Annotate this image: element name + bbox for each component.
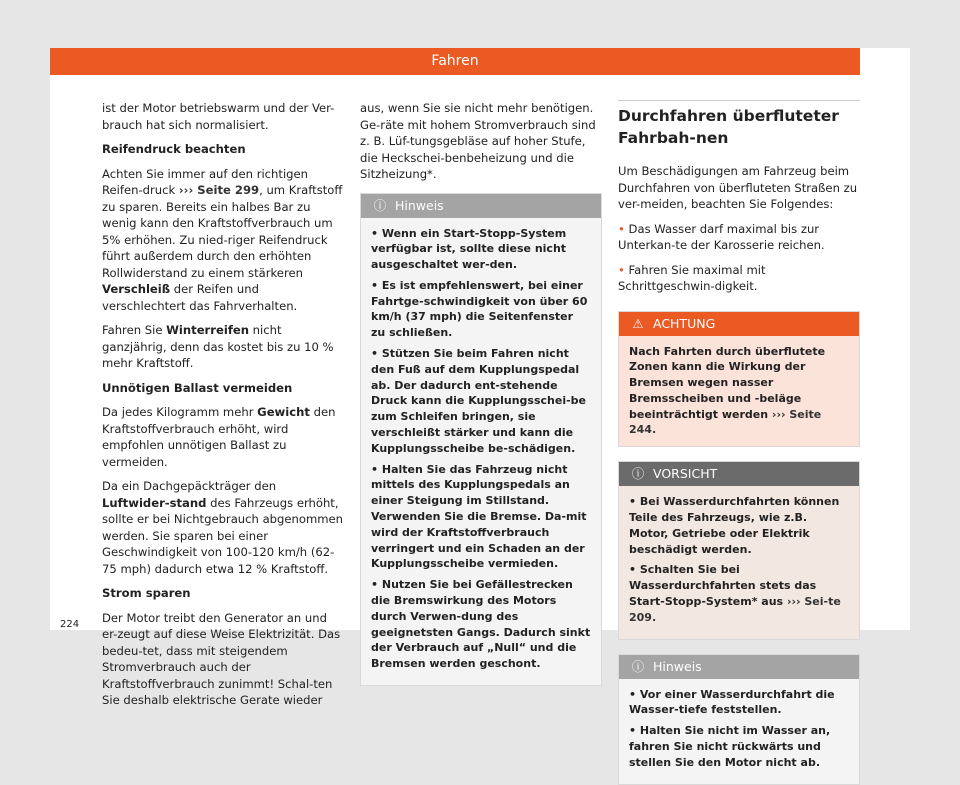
paragraph-roof-rack: Da ein Dachgepäckträger den Luftwider-stand des Fahrzeugs erhöht, sollte er bei Nichtgebrauch abgenommen werden. Sie sparen bei einer Geschwindigkeit von 100-120 km/h (62-75 mph) dadurch etwa 12 % Kraftstoff. [102, 479, 344, 576]
list-item: • Nutzen Sie bei Gefällestrecken die Bremswirkung des Motors durch Verwen-dung des geeignetsten Gangs. Dadurch sinkt der Verbrauch auf „Null“ und die Bremsen werden geschont. [371, 578, 591, 671]
page-reference[interactable]: ››› Seite 244. [629, 407, 822, 437]
list-item: • Vor einer Wasserdurchfahrt die Wasser-tiefe feststellen. [629, 687, 835, 717]
subheading-tire-pressure: Reifendruck beachten [102, 142, 246, 156]
column-1 [102, 100, 344, 717]
list-item: • Stützen Sie beim Fahren nicht den Fuß auf dem Kupplungspedal ab. Der dadurch ent-stehende Druck kann die Kupplungsschei-be zum Schleifen bringen, sie verschleißt stärker und kann die Kupplungsscheibe be-schädigen. [371, 347, 587, 455]
paragraph-power: Der Motor treibt den Generator an und er-zeugt auf diese Weise Elektrizität. Das bedeu-tet, dass mit steigendem Stromverbrauch auch der Kraftstoffverbrauch zunimmt! Schal-ten Sie deshalb elektrische Gerate wieder [102, 610, 341, 707]
list-item: • Das Wasser darf maximal bis zur Unterkan-te der Karosserie reichen. [618, 221, 825, 252]
note-header: ⓘ Hinweis [619, 655, 859, 679]
paragraph: aus, wenn Sie sie nicht mehr benötigen. Ge-räte mit hohem Stromverbrauch sind z. B. Lüf-tungsgebläse auf hoher Stufe, die Heckschei-benbeheizung und die Sitzheizung*. [360, 101, 596, 181]
subheading-power: Strom sparen [102, 586, 191, 600]
list-item: • Schalten Sie bei Wasserdurchfahrten stets das Start-Stopp-System* aus ››› Sei-te 209. [629, 563, 841, 624]
paragraph-winter: Fahren Sie Winterreifen nicht ganzjährig, denn das kostet bis zu 10 % mehr Kraftstoff. [102, 323, 334, 370]
section-title: Durchfahren überfluteter Fahrbah-nen [618, 100, 860, 149]
caution-header: ⓘ VORSICHT [619, 462, 859, 486]
paragraph-ballast: Da jedes Kilogramm mehr Gewicht den Kraftstoffverbrauch erhöht, wird empfohlen unnötigen Ballast zu vermeiden. [102, 405, 336, 469]
subheading-ballast: Unnötigen Ballast vermeiden [102, 380, 293, 395]
caution-box [618, 461, 860, 639]
list-item: • Fahren Sie maximal mit Schrittgeschwin-digkeit. [618, 262, 766, 293]
list-item: • Bei Wasserdurchfahrten können Teile des Fahrzeugs, wie z.B. Motor, Getriebe oder Elektrik beschädigt werden. [629, 495, 840, 556]
note-header: ⓘ Hinweis [361, 194, 601, 218]
warning-icon: ⚠ [632, 315, 644, 331]
note-body [619, 679, 859, 784]
section-header: Fahren [50, 48, 860, 75]
list-item: • Halten Sie nicht im Wasser an, fahren Sie nicht rückwärts und stellen Sie den Motor nicht ab. [629, 724, 831, 769]
column-2 [360, 100, 602, 686]
note-box [360, 193, 602, 687]
note-body [361, 218, 601, 686]
list-item: • Es ist empfehlenswert, bei einer Fahrtge-schwindigkeit von über 60 km/h (37 mph) die Seitenfenster zu schließen. [371, 278, 588, 340]
alert-circle-icon: ⓘ [631, 466, 645, 482]
info-icon: ⓘ [373, 197, 387, 213]
list-item: • Wenn ein Start-Stopp-System verfügbar ist, sollte diese nicht ausgeschaltet wer-den. [371, 226, 567, 272]
paragraph-tire: Achten Sie immer auf den richtigen Reifen-druck ››› Seite 299, um Kraftstoff zu sparen. Bereits ein halbes Bar zu wenig kann den Kraftstoffverbrauch um 5% erhöhen. Zu nied-riger Reifendruck führt außerdem durch den erhöhten Rollwiderstand zu einem stärkeren Verschleiß der Reifen und verschlechtert das Fahrverhalten. [102, 166, 343, 313]
list-item: • Halten Sie das Fahrzeug nicht mittels des Kupplungspedals an einer Steigung im Stillstand. Verwenden Sie die Bremse. Da-mit wird der Kraftstoffverbrauch verringert und ein Schaden an der Kupplungsscheibe vermieden. [371, 462, 587, 571]
info-icon: ⓘ [631, 658, 645, 674]
warning-header: ⚠ ACHTUNG [619, 312, 859, 336]
bullet-icon: • [618, 262, 625, 277]
paragraph: ist der Motor betriebswarm und der Ver-brauch hat sich normalisiert. [102, 101, 335, 132]
note-box [618, 654, 860, 785]
page-reference[interactable]: ››› Sei-te 209. [629, 595, 841, 624]
warning-box [618, 311, 860, 448]
page-reference[interactable]: ››› Seite 299 [178, 183, 260, 197]
paragraph: Um Beschädigungen am Fahrzeug beim Durchfahren von überfluteten Straßen zu ver-meiden, beachten Sie Folgendes: [618, 164, 858, 211]
caution-body [619, 486, 859, 638]
page-number: 224 [60, 619, 80, 630]
warning-body: Nach Fahrten durch überflutete Zonen kann die Wirkung der Bremsen wegen nasser Bremsscheiben und -beläge beeinträchtigt werden ››› Seite 244. [619, 336, 859, 447]
column-3 [618, 100, 860, 785]
bullet-icon: • [618, 221, 625, 236]
